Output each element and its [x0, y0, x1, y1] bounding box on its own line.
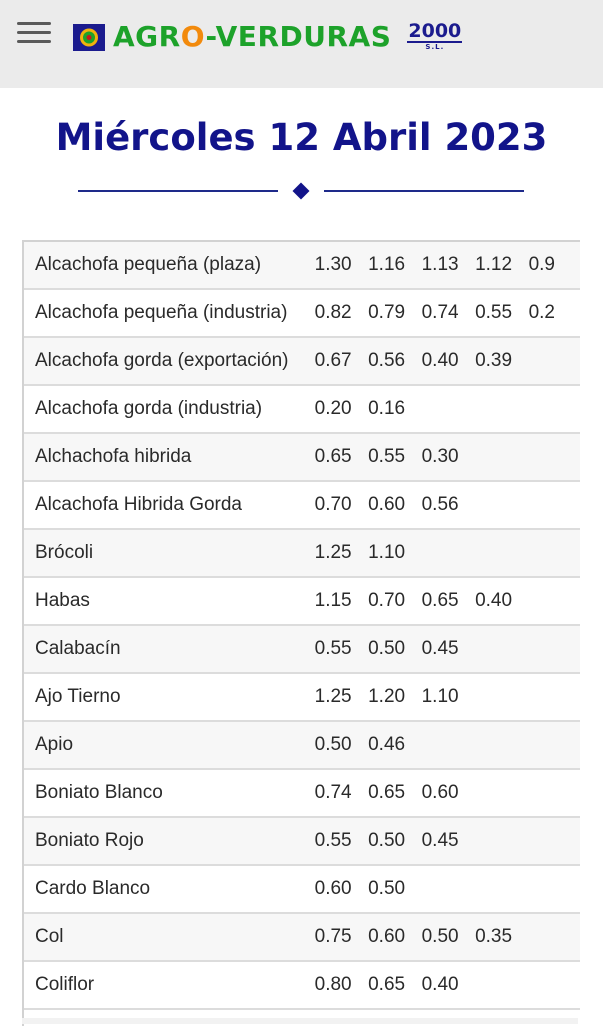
product-name: Ajo Tierno: [24, 673, 315, 721]
page-title: Miércoles 12 Abril 2023: [55, 116, 548, 159]
price-value: 0.55: [315, 817, 368, 865]
price-value: 1.12: [475, 242, 528, 289]
price-value: 0.60: [422, 769, 475, 817]
price-value: 0.39: [475, 337, 528, 385]
price-value: [422, 721, 475, 769]
product-name: Alcachofa gorda (exportación): [24, 337, 315, 385]
table-row: [24, 769, 580, 817]
table-row: [24, 385, 580, 433]
price-value: 0.40: [422, 337, 475, 385]
price-value: 0.46: [368, 721, 421, 769]
price-value: [529, 529, 580, 577]
table-scroll-edge: [22, 1018, 578, 1024]
price-value: 0.20: [315, 385, 368, 433]
price-value: [422, 385, 475, 433]
product-name: Calabacín: [24, 625, 315, 673]
divider-line-right: [324, 190, 524, 192]
table-row: [24, 865, 580, 913]
price-value: 0.50: [315, 721, 368, 769]
price-value: 0.82: [315, 289, 368, 337]
price-value: 0.74: [422, 289, 475, 337]
price-value: [475, 673, 528, 721]
prices-table-container[interactable]: [22, 240, 580, 1026]
product-name: Alcachofa pequeña (industria): [24, 289, 315, 337]
product-name: Alcachofa gorda (industria): [24, 385, 315, 433]
price-value: 1.16: [368, 242, 421, 289]
brand-year: 2000 S.L.: [408, 20, 462, 51]
price-value: 0.45: [422, 817, 475, 865]
product-name: Alcachofa pequeña (plaza): [24, 242, 315, 289]
product-name: Boniato Blanco: [24, 769, 315, 817]
price-value: 0.65: [315, 433, 368, 481]
price-value: 0.9: [529, 242, 580, 289]
price-value: [529, 433, 580, 481]
price-value: [475, 817, 528, 865]
price-value: [529, 673, 580, 721]
table-row: [24, 529, 580, 577]
table-row: [24, 289, 580, 337]
top-bar: [0, 0, 603, 88]
price-value: [475, 529, 528, 577]
price-value: [529, 337, 580, 385]
price-value: 0.40: [422, 961, 475, 1009]
table-row: [24, 961, 580, 1009]
table-row: [24, 242, 580, 289]
price-value: 0.65: [368, 961, 421, 1009]
logo-emblem-icon: [73, 24, 105, 51]
divider-line-left: [78, 190, 278, 192]
price-value: [475, 385, 528, 433]
price-value: 0.56: [368, 337, 421, 385]
price-value: 0.40: [475, 577, 528, 625]
price-value: [422, 529, 475, 577]
price-value: 1.10: [368, 529, 421, 577]
price-value: [529, 769, 580, 817]
table-row: [24, 481, 580, 529]
product-name: Alcachofa Hibrida Gorda: [24, 481, 315, 529]
price-value: 0.74: [315, 769, 368, 817]
price-value: [529, 721, 580, 769]
price-value: [529, 481, 580, 529]
product-name: Apio: [24, 721, 315, 769]
brand-name: AGRO-VERDURAS: [113, 20, 392, 53]
table-row: [24, 913, 580, 961]
table-row: [24, 577, 580, 625]
price-value: 0.30: [422, 433, 475, 481]
product-name: Alchachofa hibrida: [24, 433, 315, 481]
hamburger-menu-icon[interactable]: [17, 22, 51, 46]
price-value: [475, 961, 528, 1009]
price-value: 1.25: [315, 529, 368, 577]
price-value: [529, 961, 580, 1009]
price-value: 0.65: [368, 769, 421, 817]
price-value: 0.50: [422, 913, 475, 961]
price-value: [475, 769, 528, 817]
price-value: 0.2: [529, 289, 580, 337]
price-value: 1.13: [422, 242, 475, 289]
price-value: 0.56: [422, 481, 475, 529]
product-name: Habas: [24, 577, 315, 625]
price-value: 0.16: [368, 385, 421, 433]
price-value: [475, 481, 528, 529]
price-value: 0.70: [368, 577, 421, 625]
price-value: [475, 625, 528, 673]
price-value: 0.60: [368, 913, 421, 961]
product-name: Boniato Rojo: [24, 817, 315, 865]
price-value: [422, 865, 475, 913]
price-value: 0.75: [315, 913, 368, 961]
brand-logo[interactable]: [73, 18, 533, 56]
product-name: Coliflor: [24, 961, 315, 1009]
table-row: [24, 721, 580, 769]
price-value: 0.50: [368, 625, 421, 673]
price-value: 0.60: [368, 481, 421, 529]
price-value: [475, 865, 528, 913]
product-name: Brócoli: [24, 529, 315, 577]
price-value: 0.45: [422, 625, 475, 673]
product-name: Cardo Blanco: [24, 865, 315, 913]
price-value: 1.25: [315, 673, 368, 721]
table-row: [24, 673, 580, 721]
diamond-icon: [293, 183, 310, 200]
price-value: [529, 865, 580, 913]
table-row: [24, 433, 580, 481]
product-name: Col: [24, 913, 315, 961]
price-value: [475, 721, 528, 769]
table-row: [24, 337, 580, 385]
price-value: 0.60: [315, 865, 368, 913]
price-value: [475, 433, 528, 481]
table-row: [24, 625, 580, 673]
price-value: [529, 817, 580, 865]
price-value: 0.55: [475, 289, 528, 337]
table-row: [24, 817, 580, 865]
price-value: 0.50: [368, 817, 421, 865]
price-value: 0.55: [315, 625, 368, 673]
price-value: [529, 625, 580, 673]
prices-table: [24, 242, 580, 1010]
price-value: 1.20: [368, 673, 421, 721]
price-value: [529, 577, 580, 625]
price-value: [529, 385, 580, 433]
price-value: 0.50: [368, 865, 421, 913]
price-value: 1.10: [422, 673, 475, 721]
price-value: 0.80: [315, 961, 368, 1009]
price-value: 0.55: [368, 433, 421, 481]
price-value: 0.35: [475, 913, 528, 961]
price-value: 1.15: [315, 577, 368, 625]
price-value: 0.79: [368, 289, 421, 337]
price-value: 1.30: [315, 242, 368, 289]
price-value: [529, 913, 580, 961]
price-value: 0.65: [422, 577, 475, 625]
price-value: 0.67: [315, 337, 368, 385]
price-value: 0.70: [315, 481, 368, 529]
